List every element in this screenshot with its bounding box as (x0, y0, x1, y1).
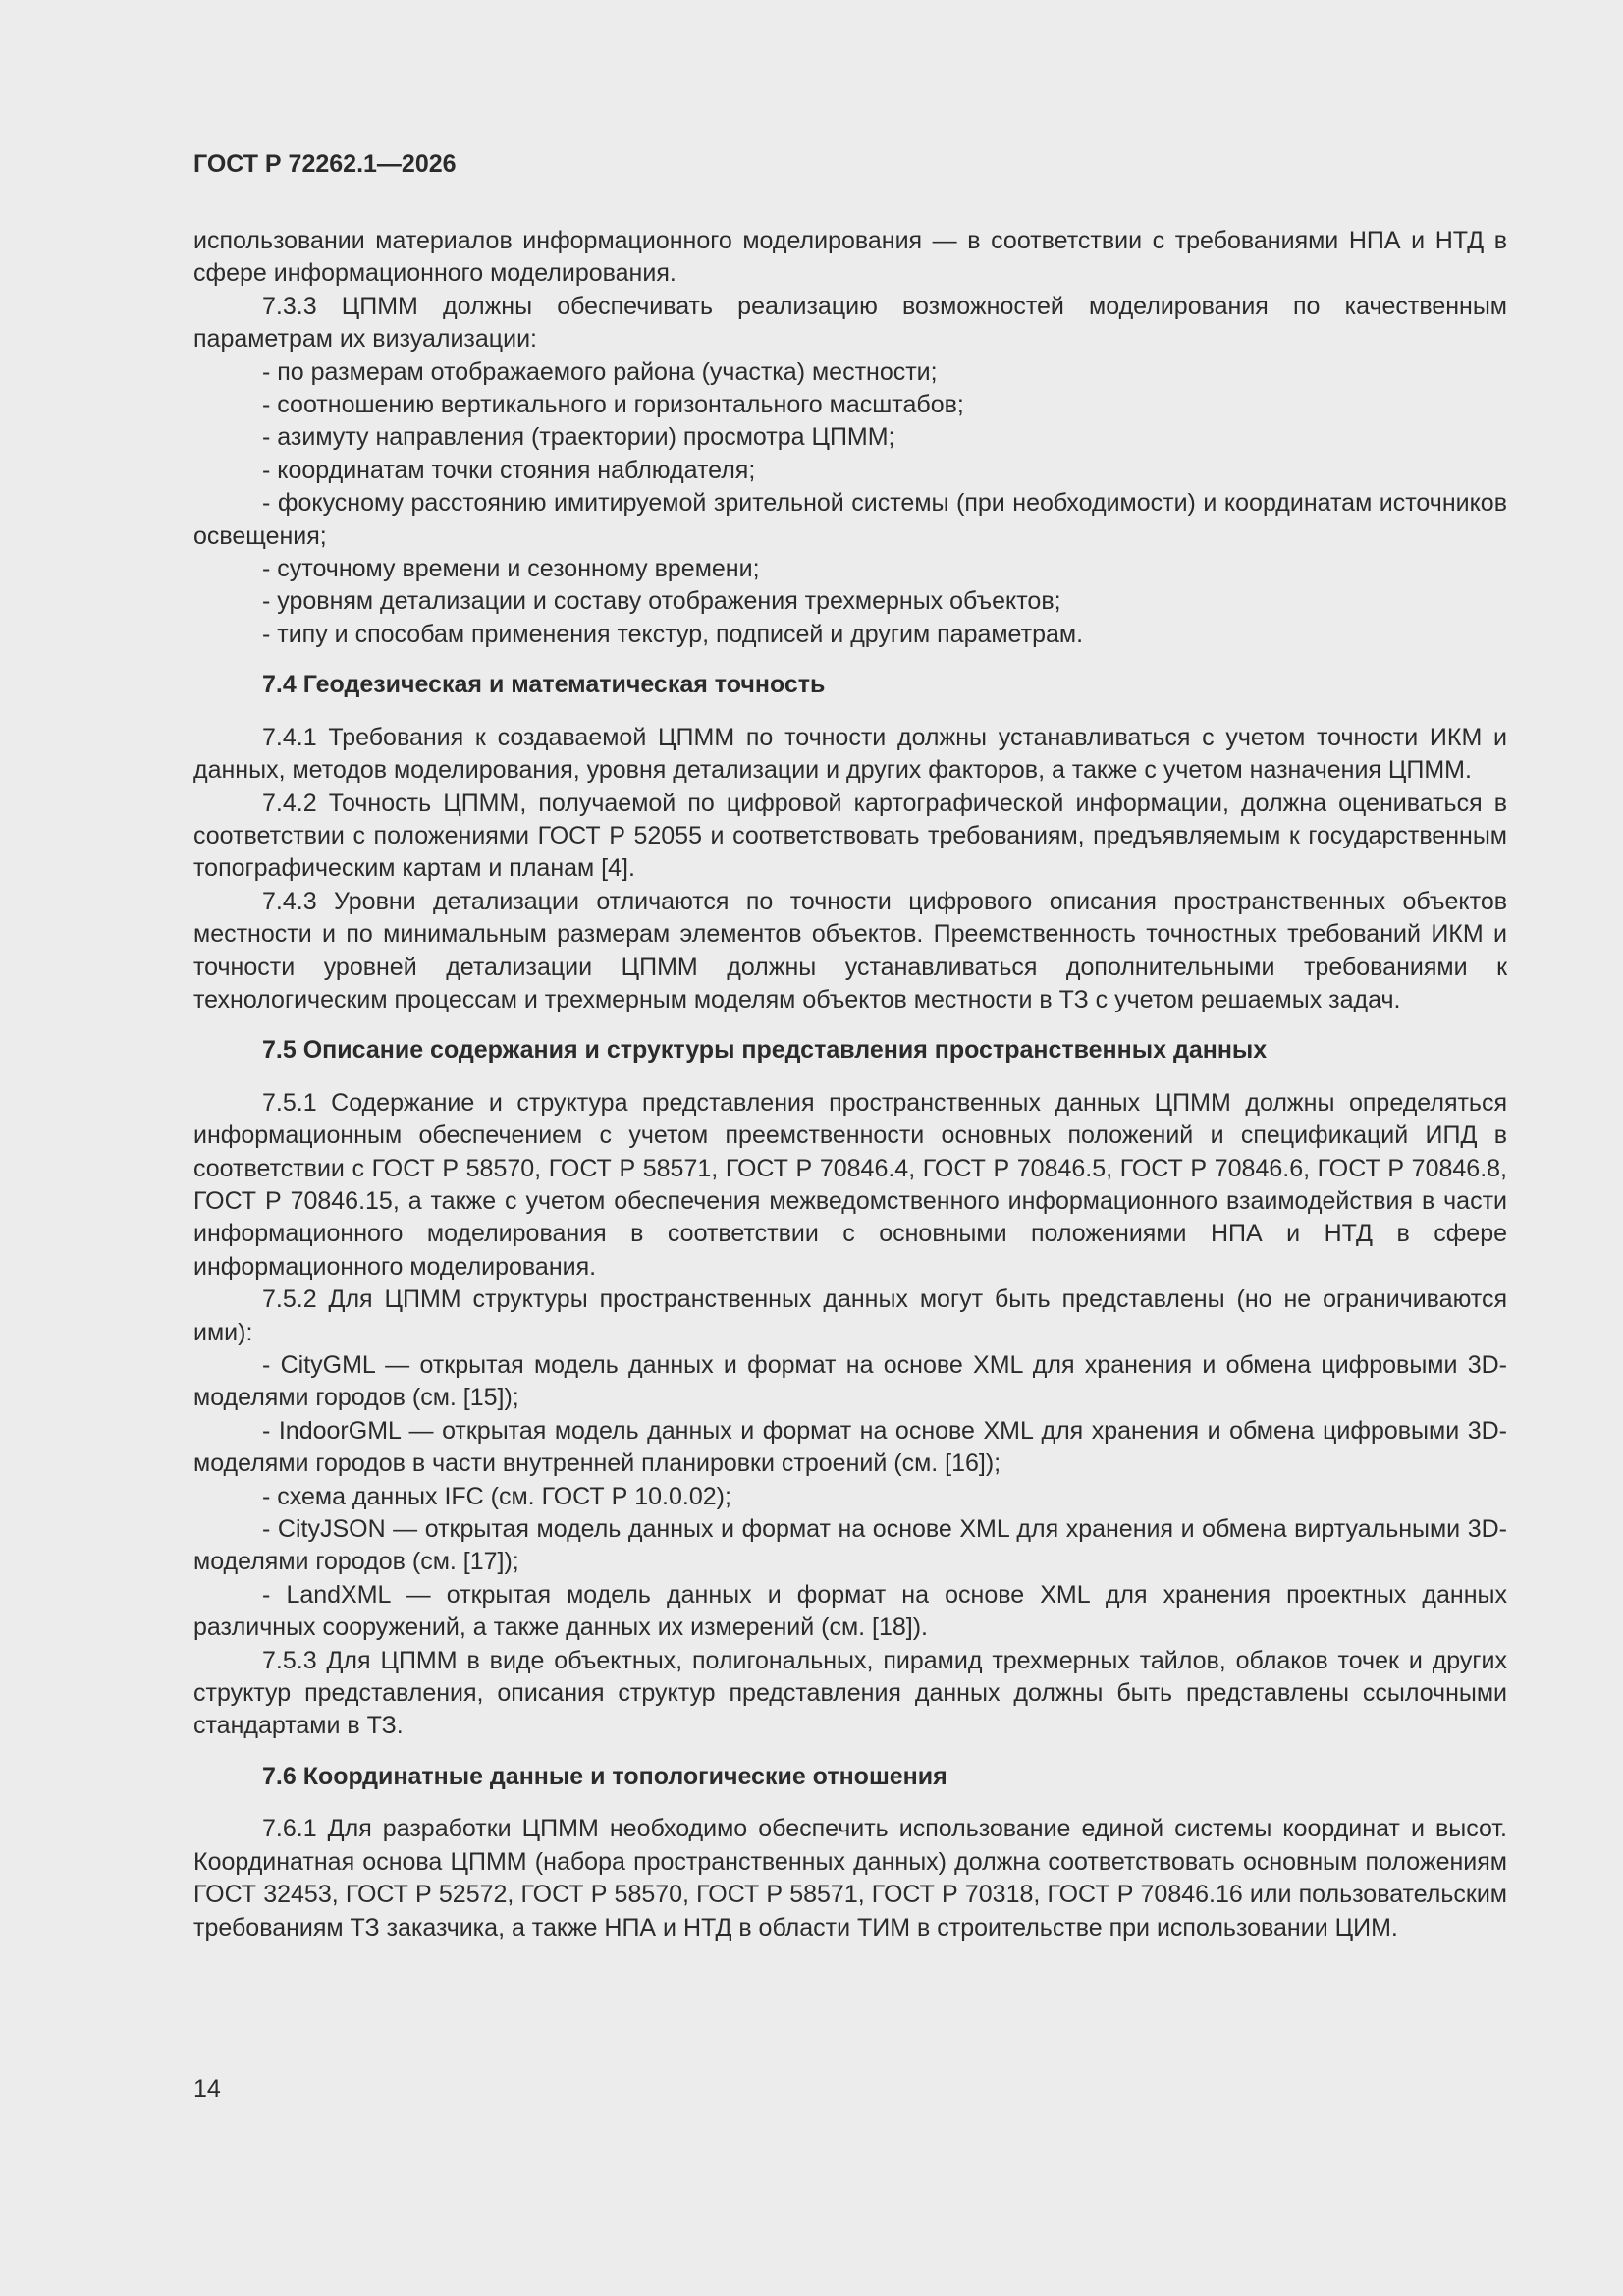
document-body (193, 225, 1507, 1944)
standard-header: ГОСТ Р 72262.1—2026 (193, 150, 457, 178)
list-item: - типу и способам применения текстур, подписей и другим параметрам. (262, 620, 1084, 648)
list-item: - уровням детализации и составу отображения трехмерных объектов; (262, 587, 1061, 616)
list-item: - азимуту направления (траектории) просмотра ЦПММ; (262, 423, 895, 452)
paragraph: 7.4.3 Уровни детализации отличаются по точности цифрового описания пространственных объектов местности и по минимальным размерам элементов объектов. Преемственность точностных требований ИКМ и точности уровней детализации ЦПММ должны устанавливаться дополнительными требованиями к технологическим процессам и трехмерным моделям объектов местности в ТЗ с учетом решаемых задач. (193, 887, 1507, 1013)
paragraph: 7.6.1 Для разработки ЦПММ необходимо обеспечить использование единой системы координат и высот. Координатная основа ЦПММ (набора пространственных данных) должна соответствовать основным положениям ГОСТ 32453, ГОСТ Р 52572, ГОСТ Р 58570, ГОСТ Р 58571, ГОСТ Р 70318, ГОСТ Р 70846.16 или пользовательским требованиям ТЗ заказчика, а также НПА и НТД в области ТИМ в строительстве при использовании ЦИМ. (193, 1815, 1507, 1941)
list-item: - суточному времени и сезонному времени; (262, 555, 760, 583)
paragraph: 7.4.2 Точность ЦПММ, получаемой по цифровой картографической информации, должна оцениваться в соответствии с положениями ГОСТ Р 52055 и соответствовать требованиям, предъявляемым к государственным топографическим картам и планам [4]. (193, 789, 1507, 883)
list-item: - LandXML — открытая модель данных и формат на основе XML для хранения проектных данных различных сооружений, а также данных их измерений (см. [18]). (193, 1580, 1507, 1642)
list-item: - координатам точки стояния наблюдателя; (262, 456, 756, 484)
paragraph: 7.5.2 Для ЦПММ структуры пространственных данных могут быть представлены (но не ограничиваются ими): (193, 1285, 1507, 1346)
section-heading: 7.4 Геодезическая и математическая точность (262, 671, 826, 699)
section-heading: 7.5 Описание содержания и структуры представления пространственных данных (262, 1036, 1268, 1065)
paragraph: использовании материалов информационного моделирования — в соответствии с требованиями НПА и НТД в сфере информационного моделирования. (193, 227, 1507, 288)
paragraph: 7.3.3 ЦПММ должны обеспечивать реализацию возможностей моделирования по качественным параметрам их визуализации: (193, 292, 1507, 354)
list-item: - схема данных IFC (см. ГОСТ Р 10.0.02); (262, 1482, 731, 1510)
list-item: - соотношению вертикального и горизонтального масштабов; (262, 391, 964, 419)
list-item: - IndoorGML — открытая модель данных и формат на основе XML для хранения и обмена цифровыми 3D-моделями городов в части внутренней планировки строений (см. [16]); (193, 1416, 1507, 1478)
paragraph: 7.4.1 Требования к создаваемой ЦПММ по точности должны устанавливаться с учетом точности ИКМ и данных, методов моделирования, уровня детализации и других факторов, а также с учетом назначения ЦПММ. (193, 723, 1507, 785)
paragraph: 7.5.3 Для ЦПММ в виде объектных, полигональных, пирамид трехмерных тайлов, облаков точек и других структур представления, описания структур представления данных должны быть представлены ссылочными стандартами в ТЗ. (193, 1646, 1507, 1740)
list-item: - CityJSON — открытая модель данных и формат на основе XML для хранения и обмена виртуальными 3D-моделями городов (см. [17]); (193, 1515, 1507, 1576)
list-item: - по размерам отображаемого района (участка) местности; (262, 357, 938, 386)
section-heading: 7.6 Координатные данные и топологические отношения (262, 1762, 947, 1790)
paragraph: 7.5.1 Содержание и структура представления пространственных данных ЦПММ должны определяться информационным обеспечением с учетом преемственности основных положений и спецификаций ИПД в соответствии с ГОСТ Р 58570, ГОСТ Р 58571, ГОСТ Р 70846.4, ГОСТ Р 70846.5, ГОСТ Р 70846.6, ГОСТ Р 70846.8, ГОСТ Р 70846.15, а также с учетом обеспечения межведомственного информационного взаимодействия в части информационного моделирования в соответствии с основными положениями НПА и НТД в сфере информационного моделирования. (193, 1088, 1507, 1281)
list-item: - CityGML — открытая модель данных и формат на основе XML для хранения и обмена цифровыми 3D-моделями городов (см. [15]); (193, 1351, 1507, 1412)
list-item: - фокусному расстоянию имитируемой зрительной системы (при необходимости) и координатам источников освещения; (193, 489, 1507, 550)
page-number: 14 (193, 2075, 221, 2103)
